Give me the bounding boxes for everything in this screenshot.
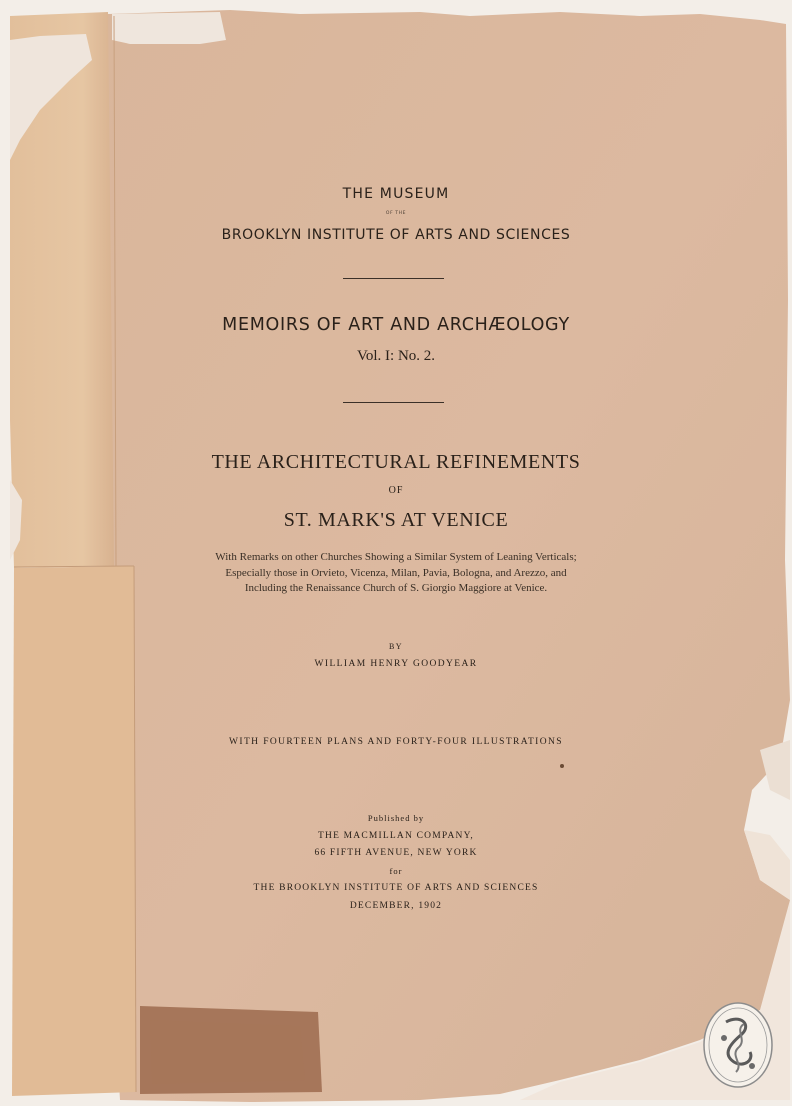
subtitle-block — [168, 550, 624, 597]
publisher-address: 66 FIFTH AVENUE, NEW YORK — [314, 848, 478, 858]
volume-label: Vol. I: No. 2. — [356, 348, 436, 364]
published-by-label: Published by — [367, 813, 425, 823]
for-institute: THE BROOKLYN INSTITUTE OF ARTS AND SCIENCES — [253, 883, 539, 893]
divider-rule-bottom — [343, 402, 444, 403]
publisher-block — [120, 810, 672, 915]
divider-rule-top — [343, 278, 444, 279]
book-title-line-2: ST. MARK'S AT VENICE — [283, 509, 509, 531]
book-title-line-1: THE ARCHITECTURAL REFINEMENTS — [211, 451, 581, 473]
by-label: BY — [389, 642, 403, 651]
subtitle-line-2: Especially those in Orvieto, Vicenza, Milan, Pavia, Bologna, and Arezzo, and — [225, 566, 567, 579]
spine-strip-lower — [12, 566, 136, 1096]
series-title: MEMOIRS OF ART AND ARCHÆOLOGY — [222, 315, 570, 335]
of-the-label: OF THE — [385, 211, 407, 216]
illustrations-note: WITH FOURTEEN PLANS AND FORTY-FOUR ILLUSTRATIONS — [229, 737, 563, 747]
author-name: WILLIAM HENRY GOODYEAR — [314, 659, 478, 669]
museum-name: THE MUSEUM — [342, 186, 450, 202]
publication-date: DECEMBER, 1902 — [349, 900, 443, 911]
subtitle-line-1: With Remarks on other Churches Showing a Similar System of Leaning Verticals; — [215, 551, 577, 563]
publisher-name: THE MACMILLAN COMPANY, — [318, 830, 474, 841]
for-label: for — [389, 865, 403, 876]
institute-name: BROOKLYN INSTITUTE OF ARTS AND SCIENCES — [221, 227, 571, 243]
book-title-of: OF — [388, 485, 404, 496]
monogram-stamp-icon — [700, 1000, 776, 1090]
subtitle-line-3: Including the Renaissance Church of S. Giorgio Maggiore at Venice. — [244, 582, 548, 594]
